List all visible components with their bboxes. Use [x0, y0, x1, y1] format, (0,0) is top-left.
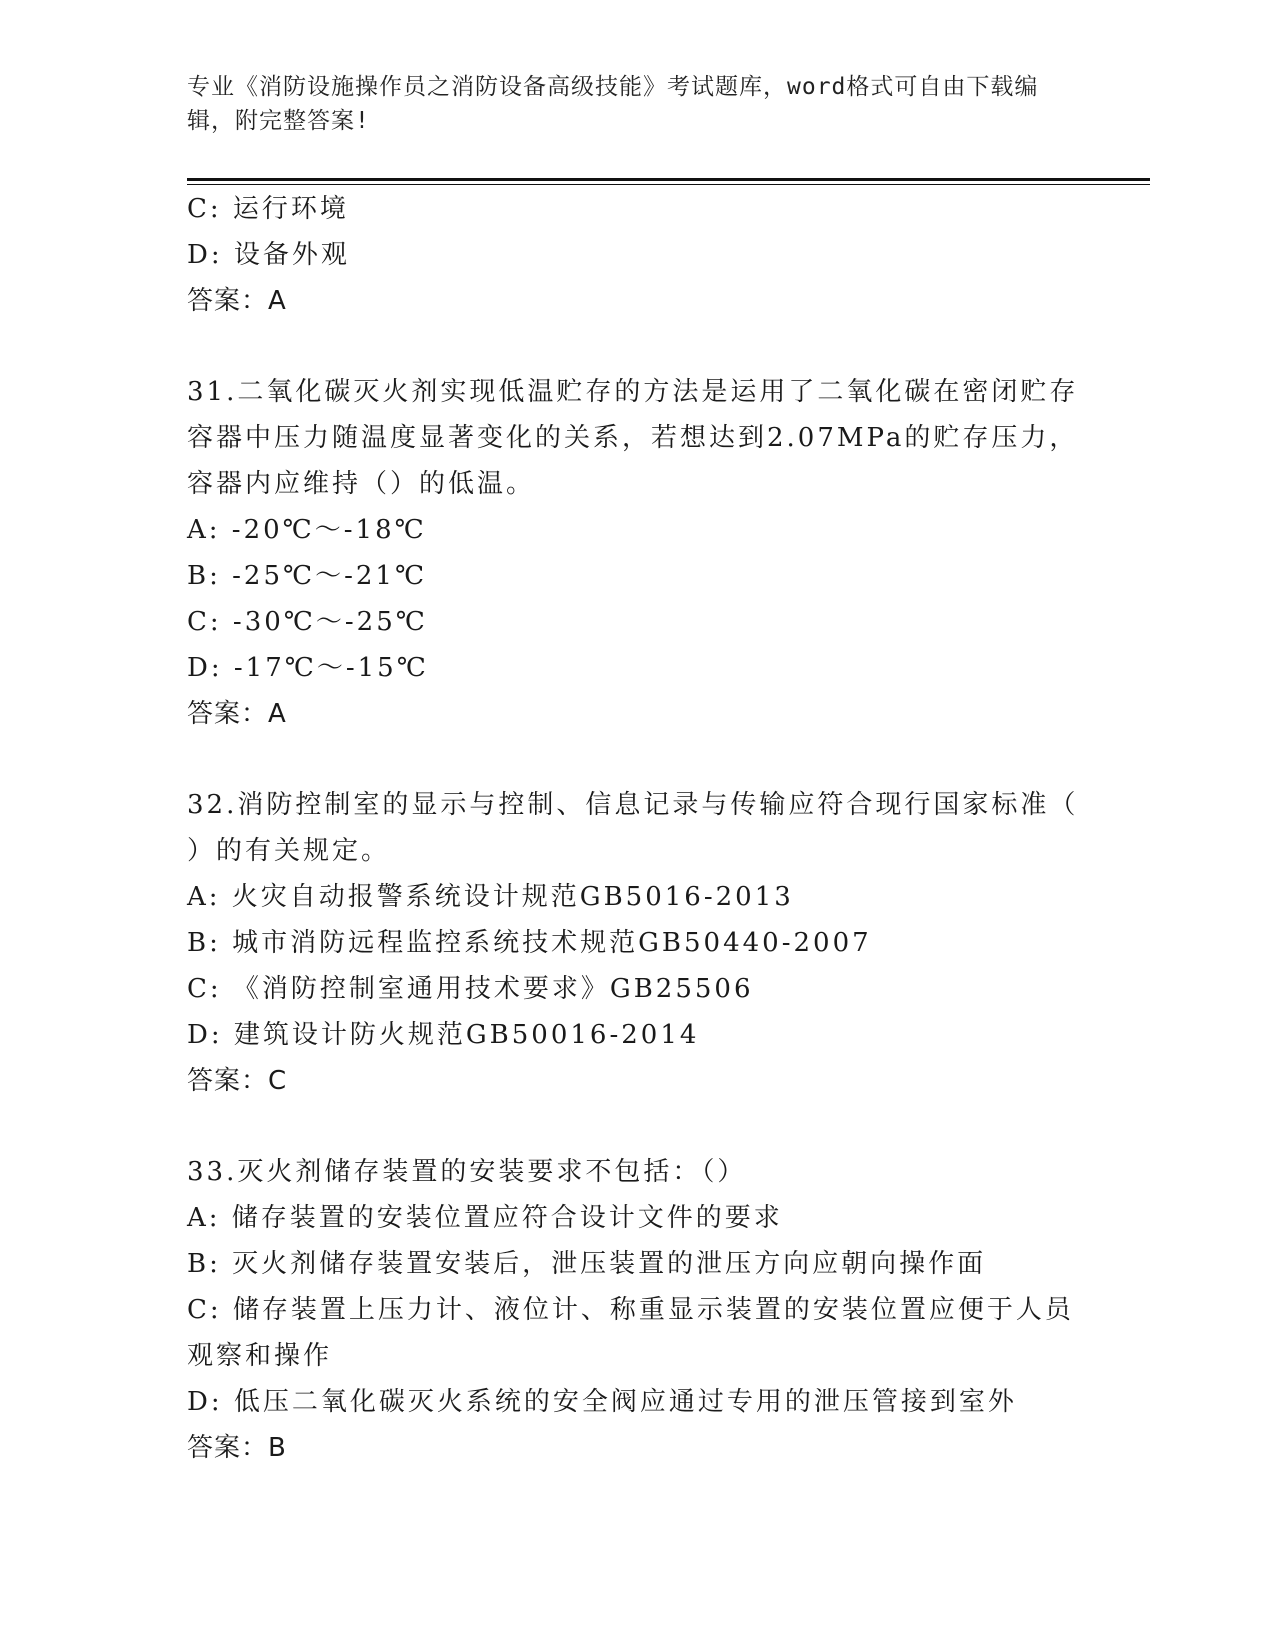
- option-d: D: 设备外观: [187, 240, 350, 270]
- header-divider-thin: [187, 184, 1150, 185]
- answer: 答案：A: [187, 699, 287, 729]
- option-a: A: -20℃～-18℃: [187, 515, 427, 545]
- question-31: [187, 369, 1087, 737]
- question-content: [187, 186, 1087, 1471]
- option-a: A: 火灾自动报警系统设计规范GB5016-2013: [187, 882, 794, 912]
- option-c: C: -30℃～-25℃: [187, 607, 428, 637]
- option-c-continuation: 观察和操作: [187, 1341, 333, 1371]
- option-b: B: -25℃～-21℃: [187, 561, 428, 591]
- option-c: C: 运行环境: [187, 194, 349, 224]
- answer: 答案：C: [187, 1066, 288, 1096]
- question-stem-line: 31.二氧化碳灭火剂实现低温贮存的方法是运用了二氧化碳在密闭贮存: [187, 377, 1079, 407]
- option-c: C: 储存装置上压力计、液位计、称重显示装置的安装位置应便于人员: [187, 1295, 1074, 1325]
- header-line-1: 专业《消防设施操作员之消防设备高级技能》考试题库，word格式可自由下载编: [187, 74, 1039, 100]
- document-header: [187, 70, 1077, 138]
- question-stem-line: 32.消防控制室的显示与控制、信息记录与传输应符合现行国家标准（: [187, 790, 1079, 820]
- answer: 答案：A: [187, 286, 287, 316]
- header-line-2: 辑，附完整答案!: [187, 108, 370, 134]
- option-c: C: 《消防控制室通用技术要求》GB25506: [187, 974, 754, 1004]
- option-a: A: 储存装置的安装位置应符合设计文件的要求: [187, 1203, 783, 1233]
- option-d: D: -17℃～-15℃: [187, 653, 429, 683]
- option-d: D: 低压二氧化碳灭火系统的安全阀应通过专用的泄压管接到室外: [187, 1387, 1017, 1417]
- previous-question-tail: [187, 186, 1087, 324]
- question-stem-line: 容器内应维持（）的低温。: [187, 469, 536, 499]
- question-32: [187, 782, 1087, 1104]
- answer: 答案：B: [187, 1433, 287, 1463]
- option-b: B: 灭火剂储存装置安装后，泄压装置的泄压方向应朝向操作面: [187, 1249, 987, 1279]
- question-stem-line: 33.灭火剂储存装置的安装要求不包括：（）: [187, 1157, 747, 1187]
- question-stem-line: ）的有关规定。: [187, 836, 391, 866]
- option-b: B: 城市消防远程监控系统技术规范GB50440-2007: [187, 928, 872, 958]
- header-divider-thick: [187, 178, 1150, 181]
- question-33: [187, 1149, 1087, 1471]
- option-d: D: 建筑设计防火规范GB50016-2014: [187, 1020, 700, 1050]
- question-stem-line: 容器中压力随温度显著变化的关系，若想达到2.07MPa的贮存压力，: [187, 423, 1079, 453]
